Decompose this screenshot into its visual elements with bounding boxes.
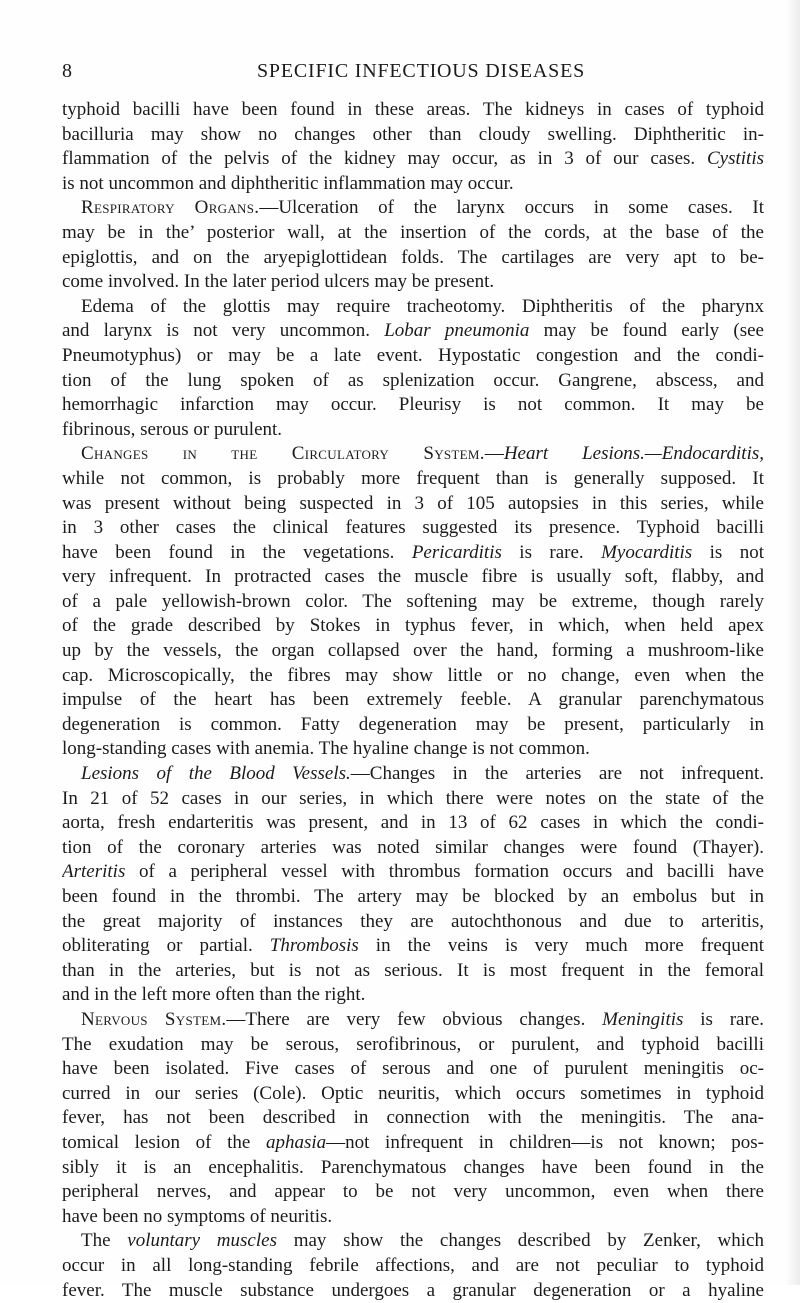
section-heading: Nervous System. bbox=[81, 1009, 226, 1030]
text-line bbox=[62, 246, 764, 271]
text-segment: obliterating or partial. bbox=[62, 935, 270, 956]
text-segment: have been found in the vegetations. bbox=[62, 542, 412, 563]
text-segment: was present without being suspected in 3 of 105 autopsies in this series, while bbox=[62, 493, 764, 514]
text-segment: is rare. bbox=[502, 542, 601, 563]
text-line bbox=[62, 344, 764, 369]
text-segment: curred in our series (Cole). Optic neuritis, which occurs sometimes in typhoid bbox=[62, 1083, 764, 1104]
text-line bbox=[62, 590, 764, 615]
text-segment: tomical lesion of the bbox=[62, 1132, 266, 1153]
italic-term: Lesions of the Blood Vessels. bbox=[81, 763, 351, 784]
italic-term: Thrombosis bbox=[270, 935, 359, 956]
page-header bbox=[0, 60, 800, 90]
text-segment: long-standing cases with anemia. The hyaline change is not common. bbox=[62, 738, 590, 759]
italic-term: Lobar pneumonia bbox=[384, 320, 529, 341]
text-segment: hemorrhagic infarction may occur. Pleurisy is not common. It may be bbox=[62, 394, 764, 415]
text-line bbox=[62, 983, 764, 1008]
text-segment: —not infrequent in children—is not known; pos- bbox=[326, 1132, 764, 1153]
text-segment: come involved. In the later period ulcers may be present. bbox=[62, 271, 494, 292]
italic-term: Meningitis bbox=[602, 1009, 683, 1030]
text-line bbox=[62, 516, 764, 541]
text-segment: and in the left more often than the right. bbox=[62, 984, 365, 1005]
text-segment: Pneumotyphus) or may be a late event. Hypostatic congestion and the condi- bbox=[62, 345, 764, 366]
text-line bbox=[62, 565, 764, 590]
text-line bbox=[62, 1008, 764, 1033]
italic-term: Pericarditis bbox=[412, 542, 502, 563]
italic-term: Myocarditis bbox=[601, 542, 692, 563]
text-segment: tion of the coronary arteries was noted similar changes were found (Thayer). bbox=[62, 837, 764, 858]
italic-term: Arteritis bbox=[62, 861, 125, 882]
text-segment: may be found early (see bbox=[529, 320, 764, 341]
page-edge-shadow bbox=[786, 0, 800, 1285]
text-line bbox=[62, 1057, 764, 1082]
text-segment: degeneration is common. Fatty degeneration may be present, particularly in bbox=[62, 714, 764, 735]
text-segment: cap. Microscopically, the fibres may show little or no change, even when the bbox=[62, 665, 764, 686]
text-line bbox=[62, 737, 764, 762]
text-segment: of the grade described by Stokes in typhus fever, in which, when held apex bbox=[62, 615, 764, 636]
text-segment: is rare. bbox=[683, 1009, 764, 1030]
italic-term: aphasia bbox=[266, 1132, 326, 1153]
text-segment: —Changes in the arteries are not infrequent. bbox=[351, 763, 764, 784]
text-line bbox=[62, 442, 764, 467]
text-line bbox=[62, 98, 764, 123]
text-segment: is not uncommon and diphtheritic inflammation may occur. bbox=[62, 173, 514, 194]
text-line bbox=[62, 713, 764, 738]
text-segment: and larynx is not very uncommon. bbox=[62, 320, 384, 341]
text-line bbox=[62, 418, 764, 443]
text-segment: been found in the thrombi. The artery may be blocked by an embolus but in bbox=[62, 886, 764, 907]
text-line bbox=[62, 1033, 764, 1058]
text-segment: flammation of the pelvis of the kidney may occur, as in 3 of our cases. bbox=[62, 148, 707, 169]
text-line bbox=[62, 762, 764, 787]
text-line bbox=[62, 1106, 764, 1131]
text-line bbox=[62, 541, 764, 566]
text-line bbox=[62, 934, 764, 959]
text-line bbox=[62, 492, 764, 517]
text-line bbox=[62, 295, 764, 320]
page-number: 8 bbox=[62, 60, 73, 83]
text-segment: of a pale yellowish-brown color. The softening may be extreme, though rarely bbox=[62, 591, 764, 612]
text-segment: have been isolated. Five cases of serous and one of purulent meningitis oc- bbox=[62, 1058, 764, 1079]
text-segment: — bbox=[485, 443, 504, 464]
text-line bbox=[62, 1279, 764, 1303]
text-segment: typhoid bacilli have been found in these areas. The kidneys in cases of typhoid bbox=[62, 99, 764, 120]
text-segment: than in the arteries, but is not as serious. It is most frequent in the femoral bbox=[62, 960, 764, 981]
text-line bbox=[62, 664, 764, 689]
text-line bbox=[62, 196, 764, 221]
text-segment: epiglottis, and on the aryepiglottidean folds. The cartilages are very apt to be- bbox=[62, 247, 764, 268]
text-segment: impulse of the heart has been extremely feeble. A granular parenchymatous bbox=[62, 689, 764, 710]
italic-term: voluntary muscles bbox=[127, 1230, 277, 1251]
text-segment: fever, has not been described in connection with the meningitis. The ana- bbox=[62, 1107, 764, 1128]
text-line bbox=[62, 959, 764, 984]
text-segment: fever. The muscle substance undergoes a granular degeneration or a hyaline bbox=[62, 1280, 764, 1301]
text-line bbox=[62, 172, 764, 197]
text-line bbox=[62, 270, 764, 295]
text-line bbox=[62, 1229, 764, 1254]
text-line bbox=[62, 369, 764, 394]
text-segment: fibrinous, serous or purulent. bbox=[62, 419, 282, 440]
text-line bbox=[62, 393, 764, 418]
text-segment: peripheral nerves, and appear to be not very uncommon, even when there bbox=[62, 1181, 764, 1202]
text-segment: Edema of the glottis may require tracheotomy. Diphtheritis of the pharynx bbox=[81, 296, 764, 317]
running-head: SPECIFIC INFECTIOUS DISEASES bbox=[257, 60, 585, 83]
text-segment: the great majority of instances they are autochthonous and due to arteritis, bbox=[62, 911, 764, 932]
text-line bbox=[62, 836, 764, 861]
text-segment: very infrequent. In protracted cases the muscle fibre is usually soft, flabby, and bbox=[62, 566, 764, 587]
text-line bbox=[62, 811, 764, 836]
text-segment: The exudation may be serous, serofibrinous, or purulent, and typhoid bacilli bbox=[62, 1034, 764, 1055]
text-line bbox=[62, 147, 764, 172]
italic-term: Heart Lesions.—Endocarditis, bbox=[504, 443, 764, 464]
text-line bbox=[62, 614, 764, 639]
text-line bbox=[62, 123, 764, 148]
text-segment: of a peripheral vessel with thrombus formation occurs and bacilli have bbox=[125, 861, 764, 882]
text-line bbox=[62, 910, 764, 935]
text-line bbox=[62, 860, 764, 885]
text-segment: is not bbox=[692, 542, 764, 563]
text-line bbox=[62, 1205, 764, 1230]
text-line bbox=[62, 1082, 764, 1107]
text-segment: occur in all long-standing febrile affections, and are not peculiar to typhoid bbox=[62, 1255, 764, 1276]
body-text bbox=[62, 98, 764, 1303]
italic-term: Cystitis bbox=[707, 148, 764, 169]
text-line bbox=[62, 639, 764, 664]
text-segment: sibly it is an encephalitis. Parenchymatous changes have been found in the bbox=[62, 1157, 764, 1178]
text-line bbox=[62, 467, 764, 492]
text-segment: The bbox=[81, 1230, 127, 1251]
text-line bbox=[62, 319, 764, 344]
text-line bbox=[62, 1180, 764, 1205]
text-segment: may show the changes described by Zenker, which bbox=[277, 1230, 764, 1251]
text-segment: —Ulceration of the larynx occurs in some cases. It bbox=[259, 197, 764, 218]
text-segment: in 3 other cases the clinical features suggested its presence. Typhoid bacilli bbox=[62, 517, 764, 538]
text-line bbox=[62, 1254, 764, 1279]
text-segment: aorta, fresh endarteritis was present, and in 13 of 62 cases in which the condi- bbox=[62, 812, 764, 833]
text-segment: have been no symptoms of neuritis. bbox=[62, 1206, 332, 1227]
text-segment: up by the vessels, the organ collapsed over the hand, forming a mushroom-like bbox=[62, 640, 764, 661]
section-heading: Respiratory Organs. bbox=[81, 197, 259, 218]
text-line bbox=[62, 1131, 764, 1156]
text-line bbox=[62, 221, 764, 246]
text-segment: bacilluria may show no changes other than cloudy swelling. Diphtheritic in- bbox=[62, 124, 764, 145]
text-line bbox=[62, 787, 764, 812]
text-segment: —There are very few obvious changes. bbox=[226, 1009, 602, 1030]
text-segment: tion of the lung spoken of as splenization occur. Gangrene, abscess, and bbox=[62, 370, 764, 391]
text-segment: may be in the’ posterior wall, at the insertion of the cords, at the base of the bbox=[62, 222, 764, 243]
text-segment: In 21 of 52 cases in our series, in which there were notes on the state of the bbox=[62, 788, 764, 809]
text-segment: while not common, is probably more frequent than is generally supposed. It bbox=[62, 468, 764, 489]
text-line bbox=[62, 688, 764, 713]
text-segment: in the veins is very much more frequent bbox=[359, 935, 764, 956]
text-line bbox=[62, 1156, 764, 1181]
text-line bbox=[62, 885, 764, 910]
section-heading: Changes in the Circulatory System. bbox=[81, 443, 485, 464]
